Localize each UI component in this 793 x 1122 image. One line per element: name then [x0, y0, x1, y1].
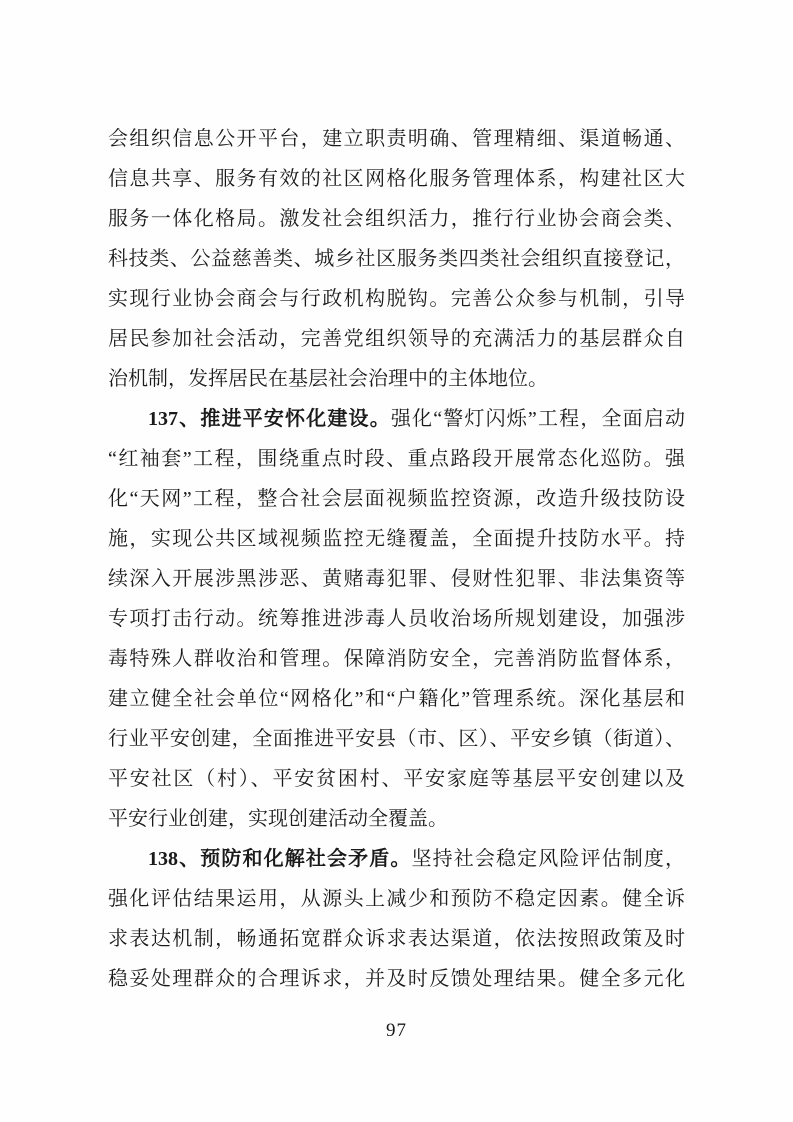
- item-137-first-line: [108, 399, 685, 439]
- text-line: 续深入开展涉黑涉恶、黄赌毒犯罪、侵财性犯罪、非法集资等: [108, 568, 685, 590]
- text-line: 建立健全社会单位“网格化”和“户籍化”管理系统。深化基层和: [108, 688, 685, 710]
- text-line: 实现行业协会商会与行政机构脱钩。完善公众参与机制，引导: [108, 288, 685, 310]
- body-text: [108, 119, 685, 999]
- item-138-heading: 138、预防和化解社会矛盾。: [148, 848, 412, 870]
- text-line: 化“天网”工程，整合社会层面视频监控资源，改造升级技防设: [108, 488, 685, 510]
- text-line: 平安社区（村）、平安贫困村、平安家庭等基层平安创建以及: [108, 768, 685, 790]
- text-line: 治机制，发挥居民在基层社会治理中的主体地位。: [108, 368, 548, 390]
- text-line: 行业平安创建，全面推进平安县（市、区）、平安乡镇（街道）、: [108, 728, 685, 750]
- text-line: 科技类、公益慈善类、城乡社区服务类四类社会组织直接登记，: [108, 248, 685, 270]
- text-line: 居民参加社会活动，完善党组织领导的充满活力的基层群众自: [108, 328, 685, 350]
- text-line: “红袖套”工程，围绕重点时段、重点路段开展常态化巡防。强: [108, 448, 685, 470]
- text-line: 毒特殊人群收治和管理。保障消防安全，完善消防监督体系，: [108, 648, 685, 670]
- item-138-text: 坚持社会稳定风险评估制度，: [411, 848, 685, 870]
- item-138-first-line: [108, 839, 685, 879]
- text-line: 平安行业创建，实现创建活动全覆盖。: [108, 808, 448, 830]
- text-line: 会组织信息公开平台，建立职责明确、管理精细、渠道畅通、: [108, 128, 685, 150]
- text-line: 信息共享、服务有效的社区网格化服务管理体系，构建社区大: [108, 168, 685, 190]
- text-line: 稳妥处理群众的合理诉求，并及时反馈处理结果。健全多元化: [108, 968, 685, 990]
- text-line: 专项打击行动。统筹推进涉毒人员收治场所规划建设，加强涉: [108, 608, 685, 630]
- text-line: 施，实现公共区域视频监控无缝覆盖，全面提升技防水平。持: [108, 528, 685, 550]
- text-line: 服务一体化格局。激发社会组织活力，推行行业协会商会类、: [108, 208, 685, 230]
- item-137-text: 强化“警灯闪烁”工程，全面启动: [390, 408, 685, 430]
- item-137-heading: 137、推进平安怀化建设。: [148, 408, 391, 430]
- text-line: 强化评估结果运用，从源头上减少和预防不稳定因素。健全诉: [108, 888, 685, 910]
- page-number: 97: [386, 1020, 407, 1041]
- text-line: 求表达机制，畅通拓宽群众诉求表达渠道，依法按照政策及时: [108, 928, 685, 950]
